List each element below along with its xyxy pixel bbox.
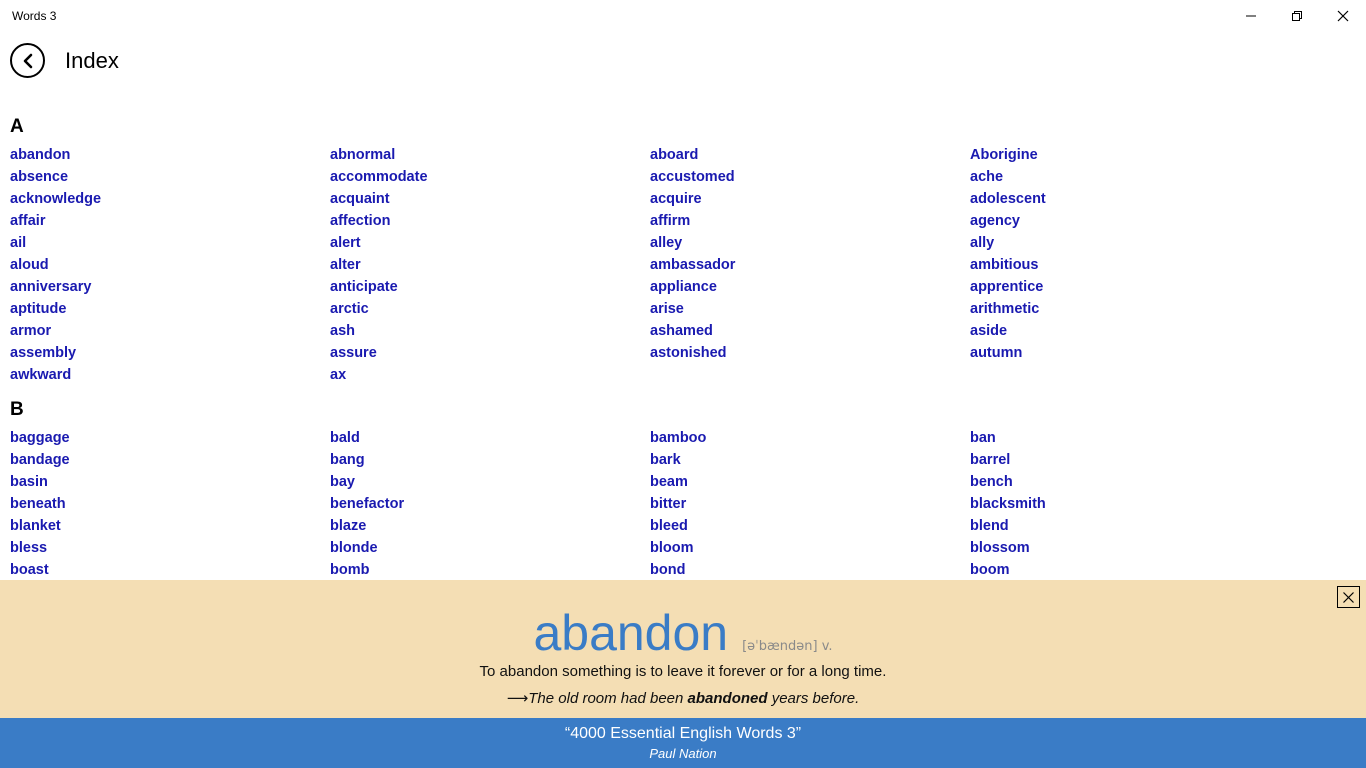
book-title: “4000 Essential English Words 3”: [564, 725, 802, 742]
close-icon: [1337, 10, 1349, 22]
word-link[interactable]: bald: [330, 430, 360, 446]
word-link[interactable]: bless: [10, 540, 48, 556]
word-link[interactable]: acknowledge: [10, 191, 102, 207]
minimize-button[interactable]: [1228, 0, 1274, 32]
word-link[interactable]: abnormal: [330, 147, 396, 163]
book-author: Paul Nation: [649, 746, 717, 761]
word-link[interactable]: anniversary: [10, 279, 92, 295]
section-letter-b: B: [10, 399, 24, 420]
word-link[interactable]: affection: [330, 213, 391, 229]
word-link[interactable]: absence: [10, 169, 69, 185]
word-link[interactable]: apprentice: [970, 279, 1044, 295]
word-link[interactable]: ally: [970, 235, 995, 251]
word-link[interactable]: ash: [330, 323, 355, 339]
word-link[interactable]: autumn: [970, 345, 1023, 361]
word-link[interactable]: ail: [10, 235, 27, 251]
footer-banner: [0, 718, 1366, 768]
app-title: Words 3: [12, 9, 57, 23]
restore-icon: [1291, 10, 1303, 22]
word-link[interactable]: appliance: [650, 279, 717, 295]
back-arrow-icon: [21, 53, 35, 69]
word-link[interactable]: barrel: [970, 452, 1011, 468]
word-link[interactable]: bark: [650, 452, 681, 468]
word-link[interactable]: aloud: [10, 257, 49, 273]
word-link[interactable]: accustomed: [650, 169, 735, 185]
arrow-icon: ⟶: [506, 690, 529, 707]
word-link[interactable]: alley: [650, 235, 683, 251]
word-link[interactable]: arise: [650, 301, 684, 317]
title-bar: [0, 0, 1366, 32]
word-link[interactable]: bleed: [650, 518, 688, 534]
minimize-icon: [1245, 10, 1257, 22]
word-link[interactable]: acquire: [650, 191, 702, 207]
word-link[interactable]: basin: [10, 474, 48, 490]
word-link[interactable]: arctic: [330, 301, 369, 317]
definition: To abandon something is to leave it forever or for a long time.: [479, 663, 887, 680]
word-link[interactable]: abandon: [10, 147, 71, 163]
back-button[interactable]: [10, 43, 45, 78]
word-link[interactable]: alert: [330, 235, 361, 251]
word-link[interactable]: ax: [330, 367, 347, 383]
headword: abandon: [533, 605, 729, 661]
word-link[interactable]: bay: [330, 474, 355, 490]
word-index[interactable]: [0, 108, 1366, 580]
example-highlight: abandoned: [687, 690, 768, 707]
word-link[interactable]: arithmetic: [970, 301, 1040, 317]
word-link[interactable]: assure: [330, 345, 377, 361]
word-link[interactable]: Aborigine: [970, 147, 1038, 163]
word-link[interactable]: beneath: [10, 496, 66, 512]
word-link[interactable]: baggage: [10, 430, 70, 446]
restore-button[interactable]: [1274, 0, 1320, 32]
word-link[interactable]: blaze: [330, 518, 367, 534]
word-link[interactable]: armor: [10, 323, 52, 339]
word-link[interactable]: ache: [970, 169, 1004, 185]
word-link[interactable]: aptitude: [10, 301, 67, 317]
example-before: The old room had been: [528, 690, 688, 707]
word-link[interactable]: adolescent: [970, 191, 1046, 207]
word-link[interactable]: alter: [330, 257, 361, 273]
word-link[interactable]: blend: [970, 518, 1009, 534]
word-link[interactable]: anticipate: [330, 279, 398, 295]
word-link[interactable]: blanket: [10, 518, 61, 534]
word-link[interactable]: awkward: [10, 367, 72, 383]
example-sentence: [0, 689, 1366, 707]
word-link[interactable]: boast: [10, 562, 49, 578]
word-link[interactable]: benefactor: [330, 496, 405, 512]
word-link[interactable]: ambitious: [970, 257, 1039, 273]
word-link[interactable]: ban: [970, 430, 996, 446]
word-link[interactable]: bench: [970, 474, 1013, 490]
word-link[interactable]: aside: [970, 323, 1008, 339]
page-header: [0, 32, 1366, 92]
word-link[interactable]: ashamed: [650, 323, 713, 339]
word-link[interactable]: astonished: [650, 345, 727, 361]
page-title: Index: [65, 48, 119, 73]
word-link[interactable]: affirm: [650, 213, 691, 229]
close-window-button[interactable]: [1320, 0, 1366, 32]
word-link[interactable]: blonde: [330, 540, 378, 556]
word-link[interactable]: aboard: [650, 147, 699, 163]
word-link[interactable]: bamboo: [650, 430, 707, 446]
pronunciation: [əˈbændən] v.: [742, 639, 833, 654]
word-link[interactable]: agency: [970, 213, 1020, 229]
word-link[interactable]: blossom: [970, 540, 1030, 556]
word-link[interactable]: acquaint: [330, 191, 390, 207]
word-link[interactable]: ambassador: [650, 257, 736, 273]
example-after: years before.: [767, 690, 860, 707]
word-link[interactable]: bang: [330, 452, 365, 468]
word-link[interactable]: bloom: [650, 540, 694, 556]
word-link[interactable]: accommodate: [330, 169, 428, 185]
word-link[interactable]: bitter: [650, 496, 687, 512]
word-link[interactable]: beam: [650, 474, 688, 490]
close-icon: [1342, 591, 1355, 604]
word-link[interactable]: boom: [970, 562, 1010, 578]
section-letter-a: A: [10, 116, 24, 137]
word-link[interactable]: blacksmith: [970, 496, 1046, 512]
word-link[interactable]: bandage: [10, 452, 70, 468]
word-popup: [0, 580, 1366, 718]
word-link[interactable]: bond: [650, 562, 686, 578]
word-link[interactable]: affair: [10, 213, 46, 229]
word-link[interactable]: bomb: [330, 562, 370, 578]
word-link[interactable]: assembly: [10, 345, 77, 361]
headword-line: [0, 604, 1366, 662]
